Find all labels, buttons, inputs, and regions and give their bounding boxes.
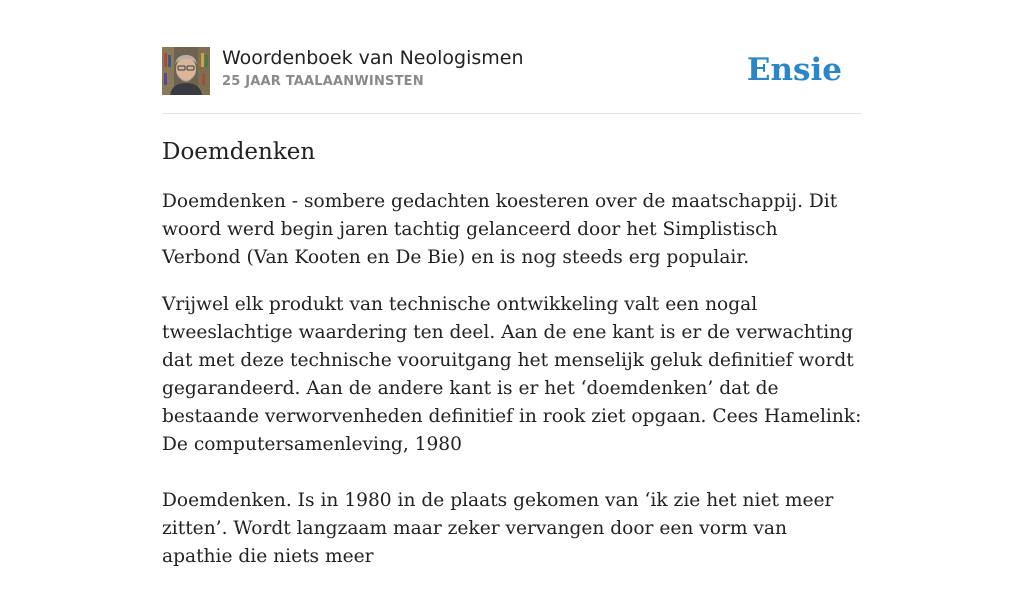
author-avatar[interactable]	[162, 47, 210, 95]
site-header	[162, 46, 862, 96]
site-subtitle: 25 JAAR TAALAANWINSTEN	[222, 74, 424, 89]
brand-logo[interactable]: Ensie	[746, 52, 842, 88]
site-title[interactable]: Woordenboek van Neologismen	[222, 47, 524, 69]
entry-definition-paragraph: Doemdenken - sombere gedachten koesteren over de maatschappij. Dit woord werd begin jaren tachtig gelanceerd door het Simplistisch Verbond (Van Kooten en De Bie) en is nog steeds erg populair.	[162, 191, 838, 268]
header-divider	[162, 113, 862, 114]
entry-title: Doemdenken	[162, 139, 316, 165]
avatar-portrait-image	[162, 47, 210, 95]
entry-content	[162, 136, 862, 590]
entry-quote-paragraph: Vrijwel elk produkt van technische ontwikkeling valt een nogal tweeslachtige waardering ten deel. Aan de ene kant is er de verwachting dat met deze technische vooruitgang het menselijk geluk definitief wordt gegarandeerd. Aan de andere kant is er het ‘doemdenken’ dat de bestaande verworvenheden definitief in rook ziet opgaan. Cees Hamelink: De computersamenleving, 1980 Doemdenken. Is in 1980 in de plaats gekomen van ‘ik zie het niet meer zitten’. Wordt langzaam maar zeker vervangen door een vorm van apathie die niets meer	[162, 294, 862, 567]
